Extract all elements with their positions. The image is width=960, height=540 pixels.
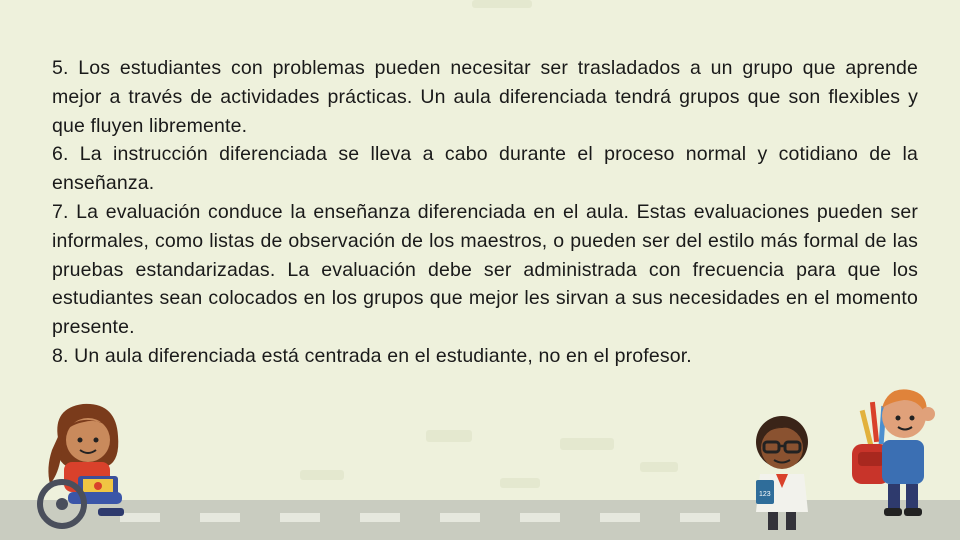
background-dash [560,438,614,450]
paragraph-5: 5. Los estudiantes con problemas pueden necesitar ser trasladados a un grupo que aprende mejor a través de actividades prácticas. Un aula diferenciada tendrá grupos que son flexibles y que fluyen libremente. [52,57,918,137]
floor-stripe [600,513,640,522]
paragraph-6: 6. La instrucción diferenciada se lleva a cabo durante el proceso normal y cotidiano de la enseñanza. [52,143,918,195]
background-dash [500,478,540,488]
background-dash [300,470,344,480]
boy-backpack-icon [838,380,938,522]
floor-stripe [520,513,560,522]
background-dash [640,462,678,472]
paragraph-7: 7. La evaluación conduce la enseñanza diferenciada en el aula. Estas evaluaciones pueden ser informales, como listas de observación de los maestros, o pueden ser del estilo más formal de las pruebas estandarizadas. La evaluación debe ser administrada con frecuencia para que los estudiantes sean colocados en los grupos que mejor les sirvan a sus necesidades en el momento presente. [52,200,918,339]
svg-text:123: 123 [759,491,771,498]
background-dash [472,0,532,8]
background-dash [426,430,472,442]
floor-stripe [200,513,240,522]
floor-stripe [280,513,320,522]
main-text [52,54,918,371]
girl-wheelchair-icon [28,398,148,530]
floor-stripe [680,513,720,522]
paragraph-8: 8. Un aula diferenciada está centrada en el estudiante, no en el profesor. [52,344,692,367]
floor-stripe [440,513,480,522]
boy-glasses-icon [742,408,822,536]
floor-stripe [360,513,400,522]
